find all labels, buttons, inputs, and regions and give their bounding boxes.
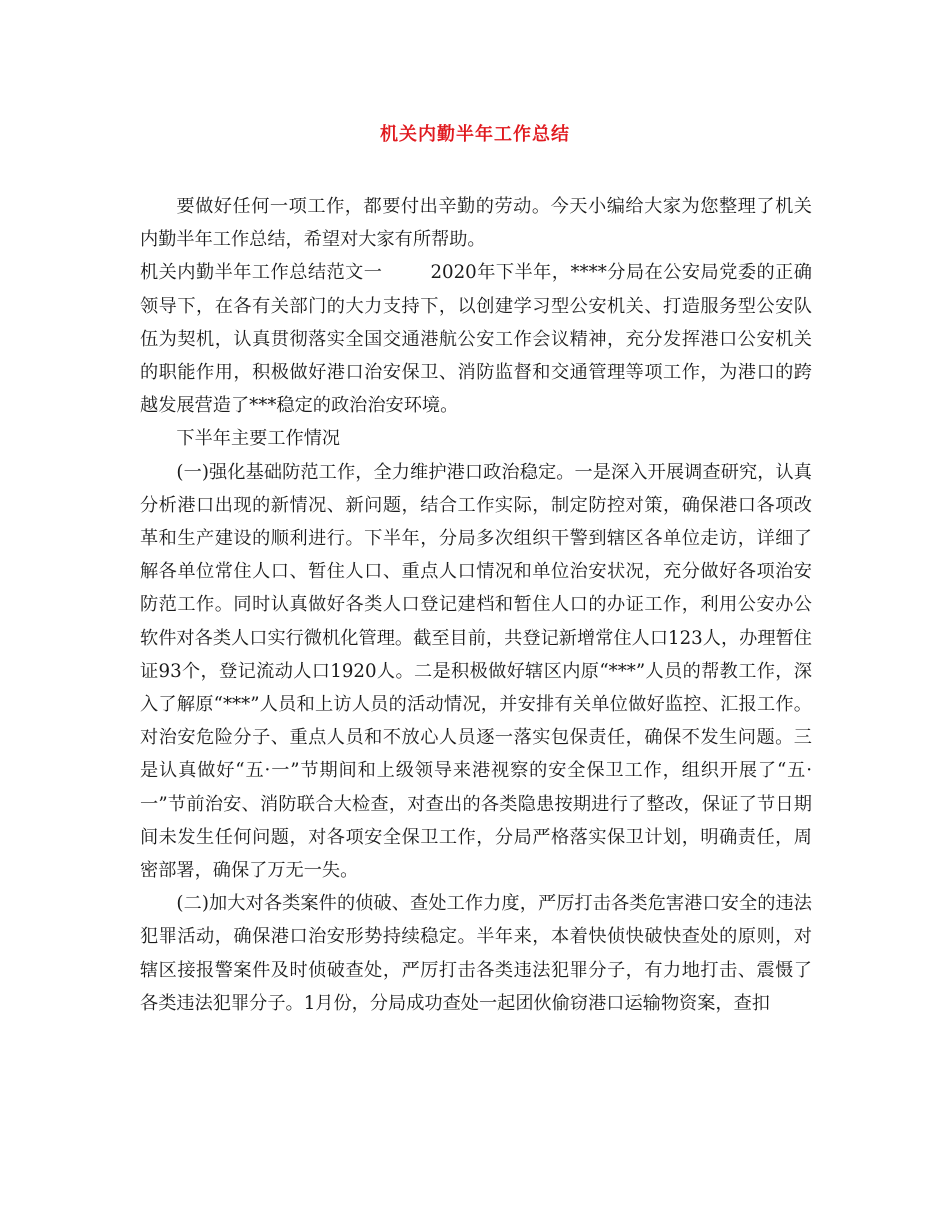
section-heading: 下半年主要工作情况 bbox=[176, 428, 341, 450]
document-title: 机关内勤半年工作总结 bbox=[380, 124, 570, 145]
document-body bbox=[140, 190, 812, 1020]
paragraph-two: (二)加大对各类案件的侦破、查处工作力度，严厉打击各类危害港口安全的违法犯罪活动，确保港口治安形势持续稳定。半年来，本着快侦快破快查处的原则，对辖区接报警案件及时侦破查处，严厉打击各类违法犯罪分子，有力地打击、震慑了各类违法犯罪分子。1月份，分局成功查处一起团伙偷窃港口运输物资案，查扣 bbox=[140, 893, 812, 1014]
sample-paragraph bbox=[140, 256, 812, 422]
sample-text: 2020年下半年，****分局在公安局党委的正确领导下，在各有关部门的大力支持下，以创建学习型公安机关、打造服务型公安队伍为契机，认真贯彻落实全国交通港航公安工作会议精神，充分发挥港口公安机关的职能作用，积极做好港口治安保卫、消防监督和交通管理等项工作，为港口的跨越发展营造了***稳定的政治治安环境。 bbox=[140, 262, 812, 417]
intro-paragraph: 要做好任何一项工作，都要付出辛勤的劳动。今天小编给大家为您整理了机关内勤半年工作总结，希望对大家有所帮助。 bbox=[140, 196, 812, 251]
sample-heading: 机关内勤半年工作总结范文一 bbox=[140, 262, 383, 284]
paragraph-one: (一)强化基础防范工作，全力维护港口政治稳定。一是深入开展调查研究，认真分析港口出现的新情况、新问题，结合工作实际，制定防控对策，确保港口各项改革和生产建设的顺利进行。下半年，分局多次组织干警到辖区各单位走访，详细了解各单位常住人口、暂住人口、重点人口情况和单位治安状况，充分做好各项治安防范工作。同时认真做好各类人口登记建档和暂住人口的办证工作，利用公安办公软件对各类人口实行微机化管理。截至目前，共登记新增常住人口123人，办理暂住证93个，登记流动人口1920人。二是积极做好辖区内原“***”人员的帮教工作，深入了解原“***”人员和上访人员的活动情况，并安排有关单位做好监控、汇报工作。对治安危险分子、重点人员和不放心人员逐一落实包保责任，确保不发生问题。三是认真做好“五·一”节期间和上级领导来港视察的安全保卫工作，组织开展了“五·一”节前治安、消防联合大检查，对查出的各类隐患按期进行了整改，保证了节日期间未发生任何问题，对各项安全保卫工作，分局严格落实保卫计划，明确责任，周密部署，确保了万无一失。 bbox=[140, 461, 812, 882]
